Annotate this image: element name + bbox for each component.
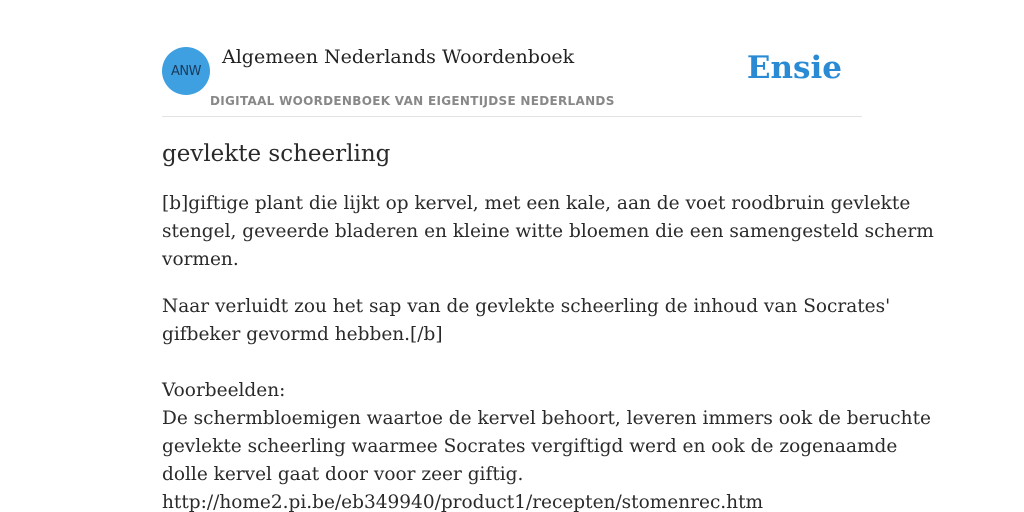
logo-text: ANW bbox=[171, 63, 201, 79]
note-paragraph bbox=[162, 293, 931, 512]
definition-line: stengel, geveerde bladeren en kleine witte bloemen die een samengesteld scherm bbox=[162, 221, 934, 242]
examples-label: Voorbeelden: bbox=[162, 380, 286, 401]
anw-logo[interactable] bbox=[162, 47, 210, 95]
note-line: gifbeker gevormd hebben.[/b] bbox=[162, 324, 443, 345]
entry-content bbox=[162, 138, 934, 512]
definition-line: vormen. bbox=[162, 249, 239, 270]
example-line: De schermbloemigen waartoe de kervel behoort, leveren immers ook de beruchte bbox=[162, 408, 931, 429]
ensie-brand-logo[interactable]: Ensie bbox=[746, 50, 842, 86]
example-line: gevlekte scheerling waarmee Socrates vergiftigd werd en ook de zogenaamde bbox=[162, 436, 898, 457]
site-subtitle: DIGITAAL WOORDENBOEK VAN EIGENTIJDSE NEDERLANDS bbox=[210, 94, 615, 108]
example-source-url: http://home2.pi.be/eb349940/product1/recepten/stomenrec.htm bbox=[162, 492, 764, 512]
spacer bbox=[162, 349, 862, 377]
note-line: Naar verluidt zou het sap van de gevlekte scheerling de inhoud van Socrates' bbox=[162, 296, 891, 317]
site-header bbox=[162, 0, 862, 117]
entry-title: gevlekte scheerling bbox=[162, 141, 391, 167]
definition-paragraph bbox=[162, 190, 934, 274]
definition-line: [b]giftige plant die lijkt op kervel, met een kale, aan de voet roodbruin gevlekte bbox=[162, 193, 911, 214]
site-title[interactable]: Algemeen Nederlands Woordenboek bbox=[222, 46, 575, 68]
example-line: dolle kervel gaat door voor zeer giftig. bbox=[162, 464, 524, 485]
